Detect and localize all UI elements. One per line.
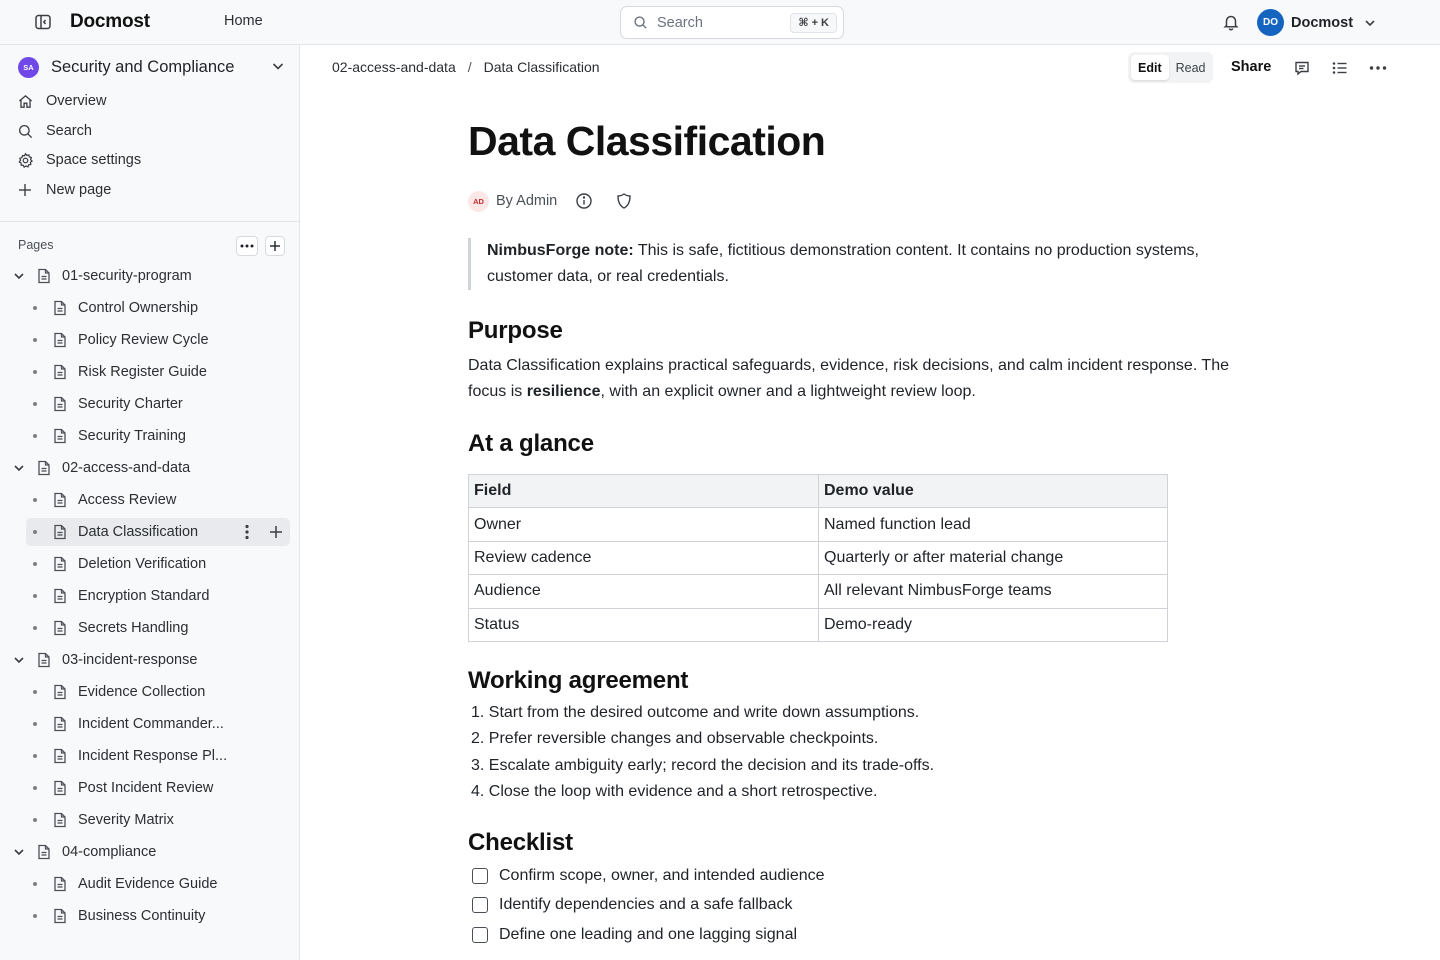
tree-bullet <box>26 491 44 509</box>
table-cell: Status <box>469 608 819 641</box>
tree-item[interactable] <box>10 838 290 866</box>
chevron-down-icon[interactable] <box>10 651 28 669</box>
page-icon <box>52 715 68 733</box>
add-page-button[interactable] <box>265 236 285 256</box>
page-icon <box>36 267 52 285</box>
tree-item[interactable] <box>26 902 290 930</box>
tree-item-label: Data Classification <box>78 524 199 540</box>
chevron-down-icon <box>1363 16 1377 30</box>
page-icon <box>52 619 68 637</box>
sidebar-item-space-settings[interactable] <box>14 147 290 173</box>
callout-text: This is safe, fictitious demonstration content. It contains no production systems, customer data, or real credentials. <box>487 242 1199 285</box>
search-icon <box>633 15 648 30</box>
byline <box>468 190 634 212</box>
tree-item-label: 04-compliance <box>62 844 157 860</box>
table-cell: Quarterly or after material change <box>819 541 1168 574</box>
tree-item[interactable] <box>26 486 290 514</box>
page-icon <box>36 459 52 477</box>
search-shortcut-hint: ⌘ + K <box>790 13 837 33</box>
more-vertical-icon[interactable] <box>237 522 257 542</box>
heading-checklist: Checklist <box>468 829 573 856</box>
tree-bullet <box>26 747 44 765</box>
breadcrumb-separator: / <box>467 59 472 75</box>
chevron-down-icon[interactable] <box>10 459 28 477</box>
home-link[interactable]: Home <box>224 13 263 29</box>
plus-icon <box>16 181 34 199</box>
page-icon <box>52 907 68 925</box>
more-options-icon[interactable] <box>1367 57 1389 79</box>
tree-bullet <box>26 907 44 925</box>
pages-more-button[interactable] <box>236 236 258 256</box>
table-of-contents-icon[interactable] <box>1329 57 1351 79</box>
tree-bullet <box>26 683 44 701</box>
tree-item[interactable] <box>26 358 290 386</box>
page-icon <box>36 651 52 669</box>
page-icon <box>52 779 68 797</box>
breadcrumb-current[interactable]: Data Classification <box>483 59 600 75</box>
info-icon[interactable] <box>574 191 594 211</box>
sidebar-item-overview[interactable] <box>14 88 290 114</box>
tree-item-label: Evidence Collection <box>78 684 206 700</box>
page-title[interactable]: Data Classification <box>468 118 826 164</box>
task-checkbox[interactable] <box>472 868 488 884</box>
tree-item-label: Control Ownership <box>78 300 199 316</box>
mode-toggle <box>1128 52 1213 83</box>
chevron-down-icon[interactable] <box>10 843 28 861</box>
sidebar-item-label: Space settings <box>46 152 142 168</box>
page-icon <box>52 747 68 765</box>
table-cell: Review cadence <box>469 541 819 574</box>
tree-bullet <box>26 619 44 637</box>
page-icon <box>52 811 68 829</box>
tree-bullet <box>26 427 44 445</box>
table-cell: Audience <box>469 575 819 608</box>
task-checkbox[interactable] <box>472 927 488 943</box>
tree-item-label: 02-access-and-data <box>62 460 191 476</box>
purpose-text: , with an explicit owner and a lightweight review loop. <box>600 383 976 400</box>
page-icon <box>36 843 52 861</box>
page-icon <box>52 683 68 701</box>
page-icon <box>52 555 68 573</box>
list-item: 1. Start from the desired outcome and write down assumptions. <box>471 704 920 721</box>
tree-item-actions <box>237 522 286 542</box>
checklist-item <box>468 920 825 950</box>
purpose-text: Data Classification explains practical safeguards, evidence, risk decisions, and calm incident response. The focus is <box>468 357 1229 400</box>
read-mode-button[interactable]: Read <box>1175 60 1206 75</box>
tree-item-label: Security Charter <box>78 396 183 412</box>
table-cell: Demo-ready <box>819 608 1168 641</box>
tree-bullet <box>26 587 44 605</box>
checklist-item <box>468 891 825 921</box>
tree-item-label: 01-security-program <box>62 268 192 284</box>
tree-item[interactable] <box>26 326 290 354</box>
top-bar <box>0 0 1440 45</box>
author-avatar: AD <box>468 191 489 212</box>
space-name: Security and Compliance <box>51 57 235 76</box>
tree-item-label: Incident Response Pl... <box>78 748 228 764</box>
checklist-item-text: Define one leading and one lagging signal <box>499 925 798 943</box>
tree-item[interactable] <box>26 678 290 706</box>
user-avatar: DO <box>1257 9 1284 36</box>
tree-bullet <box>26 523 44 541</box>
plus-icon[interactable] <box>266 522 286 542</box>
page-icon <box>52 395 68 413</box>
tree-item[interactable] <box>26 294 290 322</box>
gear-icon <box>16 151 34 169</box>
bell-icon[interactable] <box>1220 11 1242 33</box>
tree-item-label: Incident Commander... <box>78 716 224 732</box>
chevron-down-icon[interactable] <box>10 267 28 285</box>
sidebar-item-new-page[interactable] <box>14 177 290 203</box>
tree-bullet <box>26 779 44 797</box>
page-icon <box>52 331 68 349</box>
table-row <box>469 608 1168 641</box>
tree-item[interactable] <box>26 710 290 738</box>
tree-item-label: Post Incident Review <box>78 780 214 796</box>
sidebar-item-label: New page <box>46 182 112 198</box>
table-header-row <box>469 475 1168 508</box>
checklist-item-text: Identify dependencies and a safe fallback <box>499 896 793 914</box>
tree-bullet <box>26 299 44 317</box>
tree-bullet <box>26 363 44 381</box>
tree-item[interactable] <box>26 806 290 834</box>
page-icon <box>52 523 68 541</box>
tree-bullet <box>26 395 44 413</box>
shield-icon[interactable] <box>614 191 634 211</box>
search-box[interactable] <box>620 6 844 39</box>
tree-item[interactable] <box>26 550 290 578</box>
tree-bullet <box>26 715 44 733</box>
page-icon <box>52 363 68 381</box>
tree-item[interactable] <box>10 262 290 290</box>
checklist-item <box>468 861 825 891</box>
tree-item[interactable] <box>26 422 290 450</box>
sidebar <box>0 45 300 960</box>
comments-icon[interactable] <box>1291 57 1313 79</box>
table-header-cell: Field <box>469 475 819 508</box>
tree-item[interactable] <box>26 390 290 418</box>
tree-bullet <box>26 331 44 349</box>
list-item: 2. Prefer reversible changes and observable checkpoints. <box>471 730 879 748</box>
tree-item-label: 03-incident-response <box>62 652 198 668</box>
list-item: 3. Escalate ambiguity early; record the decision and its trade-offs. <box>471 756 935 774</box>
tree-item[interactable] <box>26 614 290 642</box>
chevron-down-icon <box>270 58 286 79</box>
purpose-emphasis: resilience <box>526 383 601 400</box>
tree-item[interactable] <box>26 774 290 802</box>
tree-item[interactable] <box>26 518 290 546</box>
sidebar-toggle-icon[interactable] <box>32 11 54 33</box>
tree-item-label: Policy Review Cycle <box>78 332 209 348</box>
sidebar-item-label: Overview <box>46 93 107 109</box>
sidebar-item-label: Search <box>46 123 92 139</box>
page-icon <box>52 875 68 893</box>
tree-item[interactable] <box>10 646 290 674</box>
note-callout <box>468 238 1238 290</box>
table-header-cell: Demo value <box>819 475 1168 508</box>
tree-item-label: Encryption Standard <box>78 588 210 604</box>
page-icon <box>52 587 68 605</box>
breadcrumb <box>332 59 600 75</box>
home-icon <box>16 92 34 110</box>
agreement-list <box>468 700 934 806</box>
tree-item-label: Risk Register Guide <box>78 364 207 380</box>
pages-section-label: Pages <box>18 238 54 252</box>
sidebar-item-search[interactable] <box>14 118 290 144</box>
callout-label: NimbusForge note: <box>487 242 634 259</box>
share-button[interactable]: Share <box>1231 59 1272 75</box>
search-placeholder: Search <box>657 14 703 31</box>
tree-item[interactable] <box>26 582 290 610</box>
edit-mode-button[interactable]: Edit <box>1131 55 1169 80</box>
table-row <box>469 575 1168 608</box>
tree-bullet <box>26 811 44 829</box>
list-item: 4. Close the loop with evidence and a short retrospective. <box>471 783 878 801</box>
table-cell: Named function lead <box>819 508 1168 541</box>
tree-bullet <box>26 555 44 573</box>
task-checkbox[interactable] <box>472 897 488 913</box>
author-label: By Admin <box>496 193 558 209</box>
checklist-item-text: Confirm scope, owner, and intended audience <box>499 866 825 884</box>
tree-item-label: Access Review <box>78 492 177 508</box>
tree-item-label: Deletion Verification <box>78 556 207 572</box>
heading-at-a-glance: At a glance <box>468 430 594 457</box>
page-icon <box>52 491 68 509</box>
page-icon <box>52 299 68 317</box>
table-row <box>469 508 1168 541</box>
search-icon <box>16 122 34 140</box>
checklist <box>468 861 825 950</box>
tree-item-label: Secrets Handling <box>78 620 189 636</box>
page-icon <box>52 427 68 445</box>
tree-item[interactable] <box>26 870 290 898</box>
table-cell: Owner <box>469 508 819 541</box>
space-avatar: SA <box>18 57 39 78</box>
tree-item[interactable] <box>26 742 290 770</box>
tree-bullet <box>26 875 44 893</box>
tree-item-label: Security Training <box>78 428 186 444</box>
user-name: Docmost <box>1291 14 1354 31</box>
purpose-paragraph <box>468 353 1258 405</box>
sidebar-divider <box>0 221 300 222</box>
app-logo[interactable]: Docmost <box>70 11 150 32</box>
user-menu[interactable] <box>1257 9 1377 36</box>
breadcrumb-parent[interactable]: 02-access-and-data <box>332 59 456 75</box>
table-cell: All relevant NimbusForge teams <box>819 575 1168 608</box>
space-switcher[interactable] <box>18 54 290 80</box>
table-row <box>469 541 1168 574</box>
tree-item[interactable] <box>10 454 290 482</box>
heading-working-agreement: Working agreement <box>468 667 689 694</box>
tree-item-label: Severity Matrix <box>78 812 174 828</box>
tree-item-label: Business Continuity <box>78 908 206 924</box>
tree-item-label: Audit Evidence Guide <box>78 876 218 892</box>
glance-table <box>468 474 1168 642</box>
heading-purpose: Purpose <box>468 317 563 344</box>
